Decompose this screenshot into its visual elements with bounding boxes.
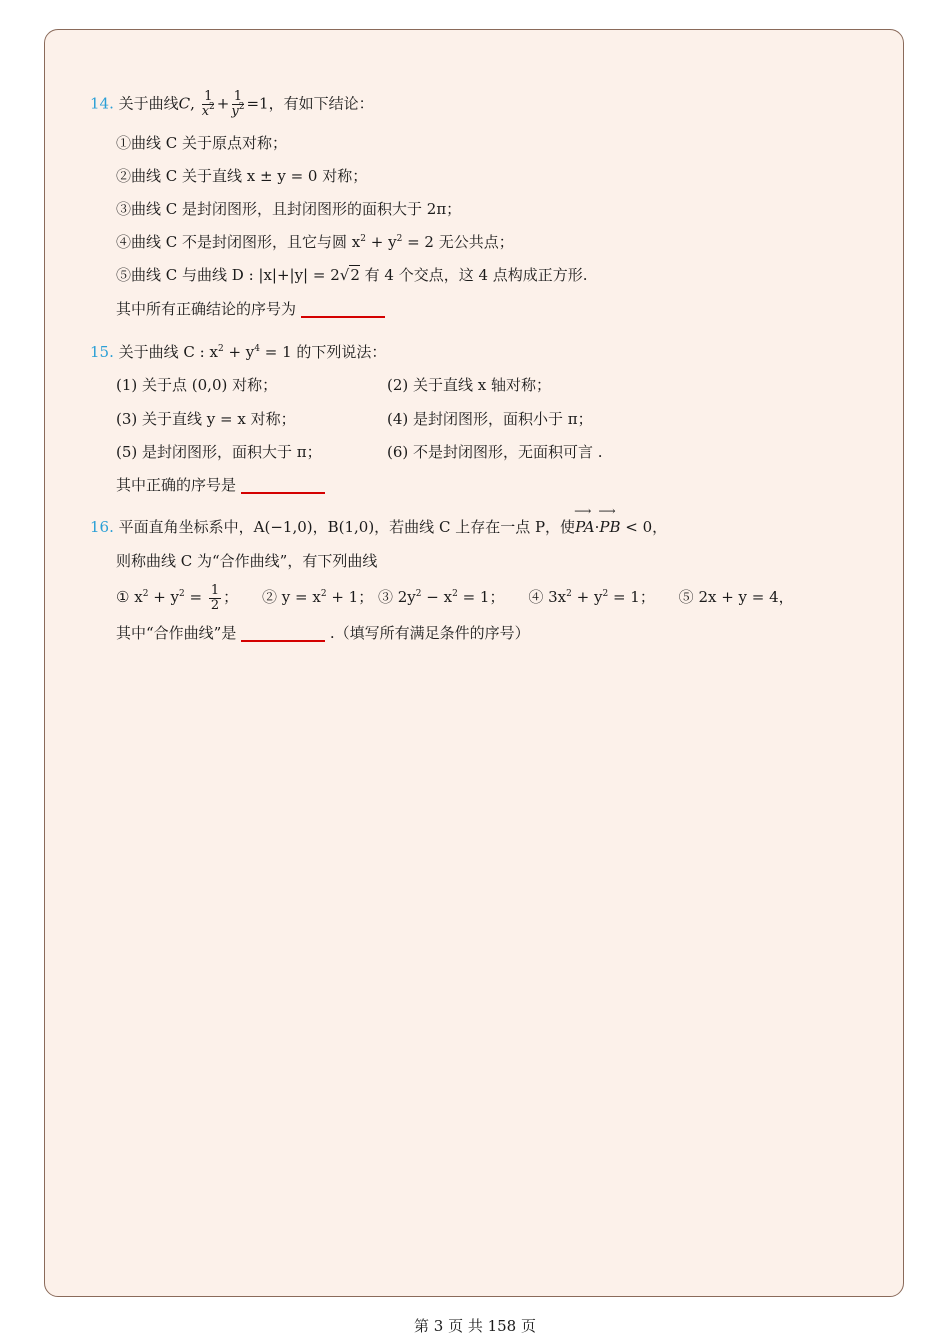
q16-o4-exp2: 2 <box>602 589 609 599</box>
q14-curve-name: C <box>178 94 191 113</box>
q16-o4-post: = 1； <box>608 588 655 606</box>
q14-frac2-den: y <box>231 104 239 119</box>
page-panel <box>44 29 904 1297</box>
q14-stem-text: 关于曲线 <box>118 94 179 113</box>
q14-c4-pre: ④曲线 C 不是封闭图形，且它与圆 x <box>116 233 361 251</box>
q16-number: 16. <box>90 518 114 536</box>
q16-o2-pre: ② y = x <box>262 588 321 606</box>
q16-ask-pre: 其中“合作曲线”是 <box>116 624 237 642</box>
q16-o4-exp1: 2 <box>566 589 572 599</box>
q14-equals: =1 <box>246 94 269 113</box>
vector-pa: ⟶ PA <box>575 517 595 537</box>
q16-o1-exp2: 2 <box>179 589 185 599</box>
q16-o1-post: ； <box>223 588 239 606</box>
q16-o1-pre: ① x <box>116 588 143 606</box>
q15-stem-mid: + y <box>223 343 255 361</box>
q14-c4-exp2: 2 <box>396 234 403 244</box>
q16-o1-fraction <box>209 584 221 613</box>
vector-pb: ⟶ PB <box>599 517 620 537</box>
q14-frac2-num: 1 <box>233 89 243 104</box>
page-footer: 第 3 页 共 158 页 <box>413 1317 536 1335</box>
q15-question <box>116 475 325 495</box>
q14-c5-pre: ⑤曲线 C 与曲线 D : |x|+|y| = 2 <box>116 266 340 284</box>
q15-ask: 其中正确的序号是 <box>116 476 237 494</box>
q14-answer-blank[interactable] <box>301 302 385 318</box>
q16-question <box>116 623 530 643</box>
q16-stem-pre: 平面直角坐标系中，A(−1,0)，B(1,0)，若曲线 C 上存在一点 P，使 <box>118 518 576 536</box>
q16-o2-post: + 1； <box>326 588 374 606</box>
q14-fraction-2 <box>231 90 244 119</box>
q15-exp2: 4 <box>254 344 260 354</box>
q16-option-5: ⑤ 2x + y = 4， <box>678 588 794 606</box>
q16-o3-exp2: 2 <box>452 589 458 599</box>
q14-frac1-num: 1 <box>204 89 213 104</box>
q16-o1-eq: = <box>184 588 207 606</box>
q16-option-1 <box>116 582 239 613</box>
q14-conclusion-3: ③曲线 C 是封闭图形，且封闭图形的面积大于 2π； <box>116 200 462 218</box>
q16-o1-mid: + y <box>148 588 180 606</box>
q16-dot: · <box>594 518 600 536</box>
q14-frac1-den: x <box>201 104 210 119</box>
q14-frac2-exp: 2 <box>238 102 245 112</box>
q16-stem-post: < 0， <box>620 518 668 536</box>
q15-stem-post: = 1 的下列说法： <box>260 343 387 361</box>
q14-c4-post: = 2 无公共点； <box>402 233 514 251</box>
q15-option-6: (6) 不是封闭图形，无面积可言 . <box>387 443 603 461</box>
q15-answer-blank[interactable] <box>241 478 325 494</box>
q15-option-2: (2) 关于直线 x 轴对称； <box>387 376 552 394</box>
q15-stem <box>90 342 386 362</box>
q14-conclusion-5 <box>116 265 588 285</box>
q16-o1-frac-den: 2 <box>210 597 220 613</box>
q16-option-2 <box>262 588 373 606</box>
q15-option-1: (1) 关于点 (0,0) 对称； <box>116 376 278 394</box>
q16-o3-exp1: 2 <box>415 589 422 599</box>
q16-options <box>116 583 794 613</box>
q14-c5-root: 2 <box>350 266 360 284</box>
q15-option-3: (3) 关于直线 y = x 对称； <box>116 410 296 428</box>
q16-o3-mid: − x <box>421 588 453 606</box>
q16-o1-frac-num: 1 <box>210 582 220 598</box>
q15-number: 15. <box>90 343 114 361</box>
q16-answer-blank[interactable] <box>241 626 325 642</box>
q14-c4-exp1: 2 <box>360 234 366 244</box>
q14-fraction-1 <box>202 90 215 119</box>
q14-c4-mid: + y <box>365 233 397 251</box>
q14-frac1-exp: 2 <box>209 102 215 112</box>
q16-o4-mid: + y <box>571 588 603 606</box>
q16-o3-post: = 1； <box>457 588 505 606</box>
q14-ask: 其中所有正确结论的序号为 <box>116 300 297 318</box>
q14-c5-post: 有 4 个交点，这 4 点构成正方形. <box>359 266 588 284</box>
q15-option-5: (5) 是封闭图形，面积大于 π； <box>116 443 322 461</box>
q16-definition: 则称曲线 C 为“合作曲线”，有下列曲线 <box>116 552 378 570</box>
sqrt-sign-icon: √ <box>339 266 350 284</box>
q16-o1-exp1: 2 <box>142 589 149 599</box>
q16-ask-post: .（填写所有满足条件的序号） <box>329 624 530 642</box>
q14-number: 14. <box>90 94 114 113</box>
q15-stem-pre: 关于曲线 C : x <box>118 343 218 361</box>
q15-exp1: 2 <box>217 344 224 354</box>
q16-o3-pre: ③ 2y <box>377 588 416 606</box>
q14-conclusion-1: ①曲线 C 关于原点对称； <box>116 134 288 152</box>
q16-stem <box>90 517 667 537</box>
q14-stem: 14. 关于曲线C, $\frac{1}{x^2}$ + $\frac{1}{y^2}$ =1，有如下结论： <box>90 89 374 119</box>
q14-question <box>116 299 385 319</box>
q14-conclusion-4 <box>116 232 514 252</box>
q16-o2-exp: 2 <box>320 589 327 599</box>
q15-option-4: (4) 是封闭图形，面积小于 π； <box>387 410 593 428</box>
q14-stem-post: ，有如下结论： <box>268 94 374 113</box>
q14-conclusion-2: ②曲线 C 关于直线 x ± y = 0 对称； <box>116 167 368 185</box>
q16-option-3 <box>378 588 505 606</box>
q16-o4-pre: ④ 3x <box>528 588 567 606</box>
q16-option-4 <box>528 588 655 606</box>
